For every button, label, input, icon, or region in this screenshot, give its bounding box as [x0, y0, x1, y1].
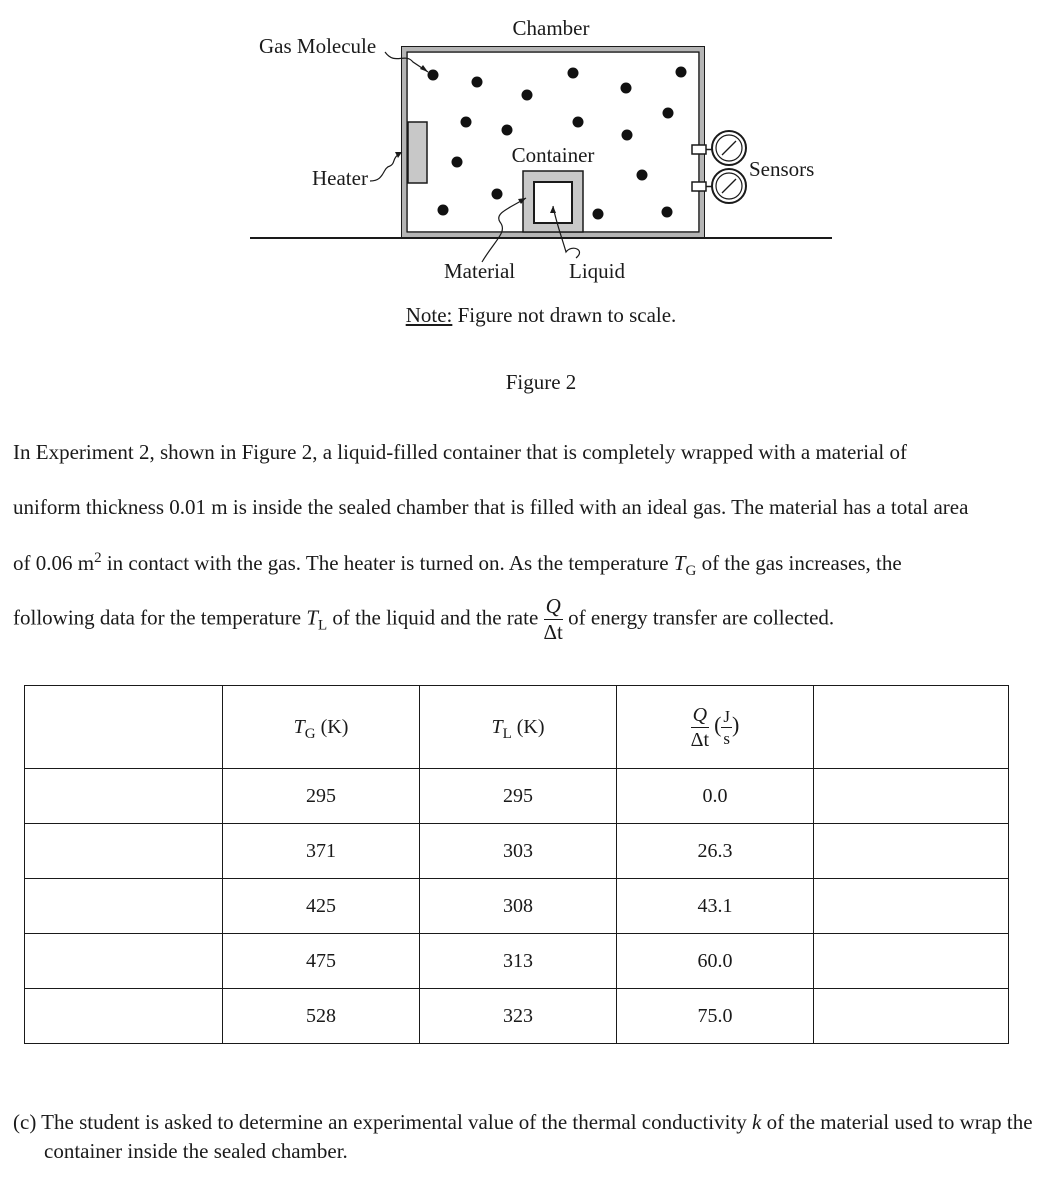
table-cell-tl: 295 — [420, 769, 617, 824]
fraction-denominator: Δt — [690, 728, 710, 751]
paragraph-line-2: uniform thickness 0.01 m is inside the sealed chamber that is filled with an ideal gas. The material has a total area — [13, 495, 969, 519]
var-T: T — [306, 605, 318, 630]
paragraph-line-3 — [13, 550, 902, 579]
table-cell-rate: 60.0 — [617, 934, 814, 989]
gas-molecule — [637, 170, 648, 181]
right-paren: ) — [732, 711, 740, 737]
text-segment: The student is asked to determine an experimental value of the thermal conductivity — [36, 1110, 753, 1134]
table-cell-tl: 313 — [420, 934, 617, 989]
table-cell-tl: 323 — [420, 989, 617, 1044]
table-cell-empty — [814, 934, 1009, 989]
paragraph-line-1: In Experiment 2, shown in Figure 2, a liquid-filled container that is completely wrapped with a material of — [13, 440, 908, 464]
question-text — [13, 1108, 1038, 1166]
gas-molecule — [502, 125, 513, 136]
header-empty-right — [814, 686, 1009, 769]
gas-molecule — [438, 205, 449, 216]
fraction-numerator: Q — [692, 703, 708, 726]
table-cell-rate: 75.0 — [617, 989, 814, 1044]
text-segment: of the liquid and the rate — [327, 605, 544, 630]
note-prefix: Note: — [405, 303, 453, 327]
table-cell-tg: 371 — [223, 824, 420, 879]
label-sensors: Sensors — [749, 157, 815, 181]
table-cell-rate: 0.0 — [617, 769, 814, 824]
unit: (K) — [516, 715, 545, 738]
superscript: 2 — [94, 550, 102, 566]
subscript-L: L — [502, 725, 512, 742]
text-segment: of energy transfer are collected. — [562, 605, 835, 630]
header-empty-left — [25, 686, 223, 769]
rate-fraction — [691, 705, 709, 750]
header-tl — [420, 686, 617, 769]
subscript-G: G — [304, 725, 316, 742]
table-cell-empty — [25, 879, 223, 934]
text-segment: of 0.06 m — [13, 551, 95, 575]
table-cell-empty — [814, 769, 1009, 824]
note-text: Figure not drawn to scale. — [452, 303, 677, 327]
table-row — [25, 989, 1009, 1044]
figure-2-diagram — [0, 0, 1048, 300]
gas-molecule — [663, 108, 674, 119]
text-segment: in contact with the gas. The heater is turned on. As the temperature — [101, 551, 674, 575]
table-cell-tg: 295 — [223, 769, 420, 824]
var-T: T — [491, 715, 503, 738]
text-segment: following data for the temperature — [13, 605, 307, 630]
table-cell-empty — [814, 989, 1009, 1044]
table-cell-empty — [25, 989, 223, 1044]
gas-molecule — [428, 70, 439, 81]
unit-fraction — [721, 708, 732, 747]
header-tg — [223, 686, 420, 769]
rate-fraction — [544, 596, 563, 643]
table-cell-tl: 308 — [420, 879, 617, 934]
gas-molecule — [593, 209, 604, 220]
table-row — [25, 934, 1009, 989]
table-cell-tg: 425 — [223, 879, 420, 934]
var-T: T — [293, 715, 305, 738]
gas-molecule — [676, 67, 687, 78]
question-c — [13, 1108, 1038, 1166]
fraction-denominator: Δt — [543, 620, 563, 644]
unit-denominator: s — [723, 728, 731, 748]
subscript-L: L — [318, 617, 328, 634]
table-row — [25, 769, 1009, 824]
text-segment: of the gas increases, the — [696, 551, 902, 575]
label-heater: Heater — [312, 166, 368, 190]
gas-molecule — [622, 130, 633, 141]
fraction-numerator: Q — [544, 596, 563, 620]
table-cell-empty — [25, 824, 223, 879]
label-liquid: Liquid — [569, 259, 625, 283]
table-cell-rate: 26.3 — [617, 824, 814, 879]
table-cell-tl: 303 — [420, 824, 617, 879]
gas-molecule — [621, 83, 632, 94]
table-cell-rate: 43.1 — [617, 879, 814, 934]
table-row — [25, 824, 1009, 879]
table-header-row — [25, 686, 1009, 769]
unit-numerator: J — [723, 706, 731, 726]
gas-molecule — [568, 68, 579, 79]
header-rate — [617, 686, 814, 769]
var-k: k — [752, 1110, 762, 1134]
gas-molecule — [573, 117, 584, 128]
table-cell-empty — [814, 879, 1009, 934]
table-cell-empty — [25, 934, 223, 989]
gas-molecule — [461, 117, 472, 128]
gas-molecule — [492, 189, 503, 200]
data-table — [24, 685, 1009, 1044]
label-gas-molecule: Gas Molecule — [259, 34, 377, 58]
paragraph-line-4 — [13, 596, 834, 643]
gas-molecule — [472, 77, 483, 88]
var-T: T — [673, 551, 686, 575]
text-segment: of the material used to wrap the container inside the sealed chamber. — [44, 1110, 1033, 1163]
unit: (K) — [320, 715, 349, 738]
heater — [408, 122, 427, 183]
table-cell-tg: 528 — [223, 989, 420, 1044]
container-liquid — [534, 182, 572, 223]
table-cell-tg: 475 — [223, 934, 420, 989]
table-cell-empty — [25, 769, 223, 824]
table-cell-empty — [814, 824, 1009, 879]
subscript-G: G — [685, 563, 697, 579]
gas-molecule — [522, 90, 533, 101]
label-container: Container — [511, 143, 595, 167]
figure-caption: Figure 2 — [505, 370, 577, 394]
left-paren: ( — [714, 711, 722, 737]
gas-molecule — [662, 207, 673, 218]
figure-note — [0, 303, 1048, 328]
gas-molecule — [452, 157, 463, 168]
label-chamber: Chamber — [512, 16, 590, 40]
label-material: Material — [444, 259, 516, 283]
question-label: (c) — [13, 1110, 37, 1134]
table-row — [25, 879, 1009, 934]
